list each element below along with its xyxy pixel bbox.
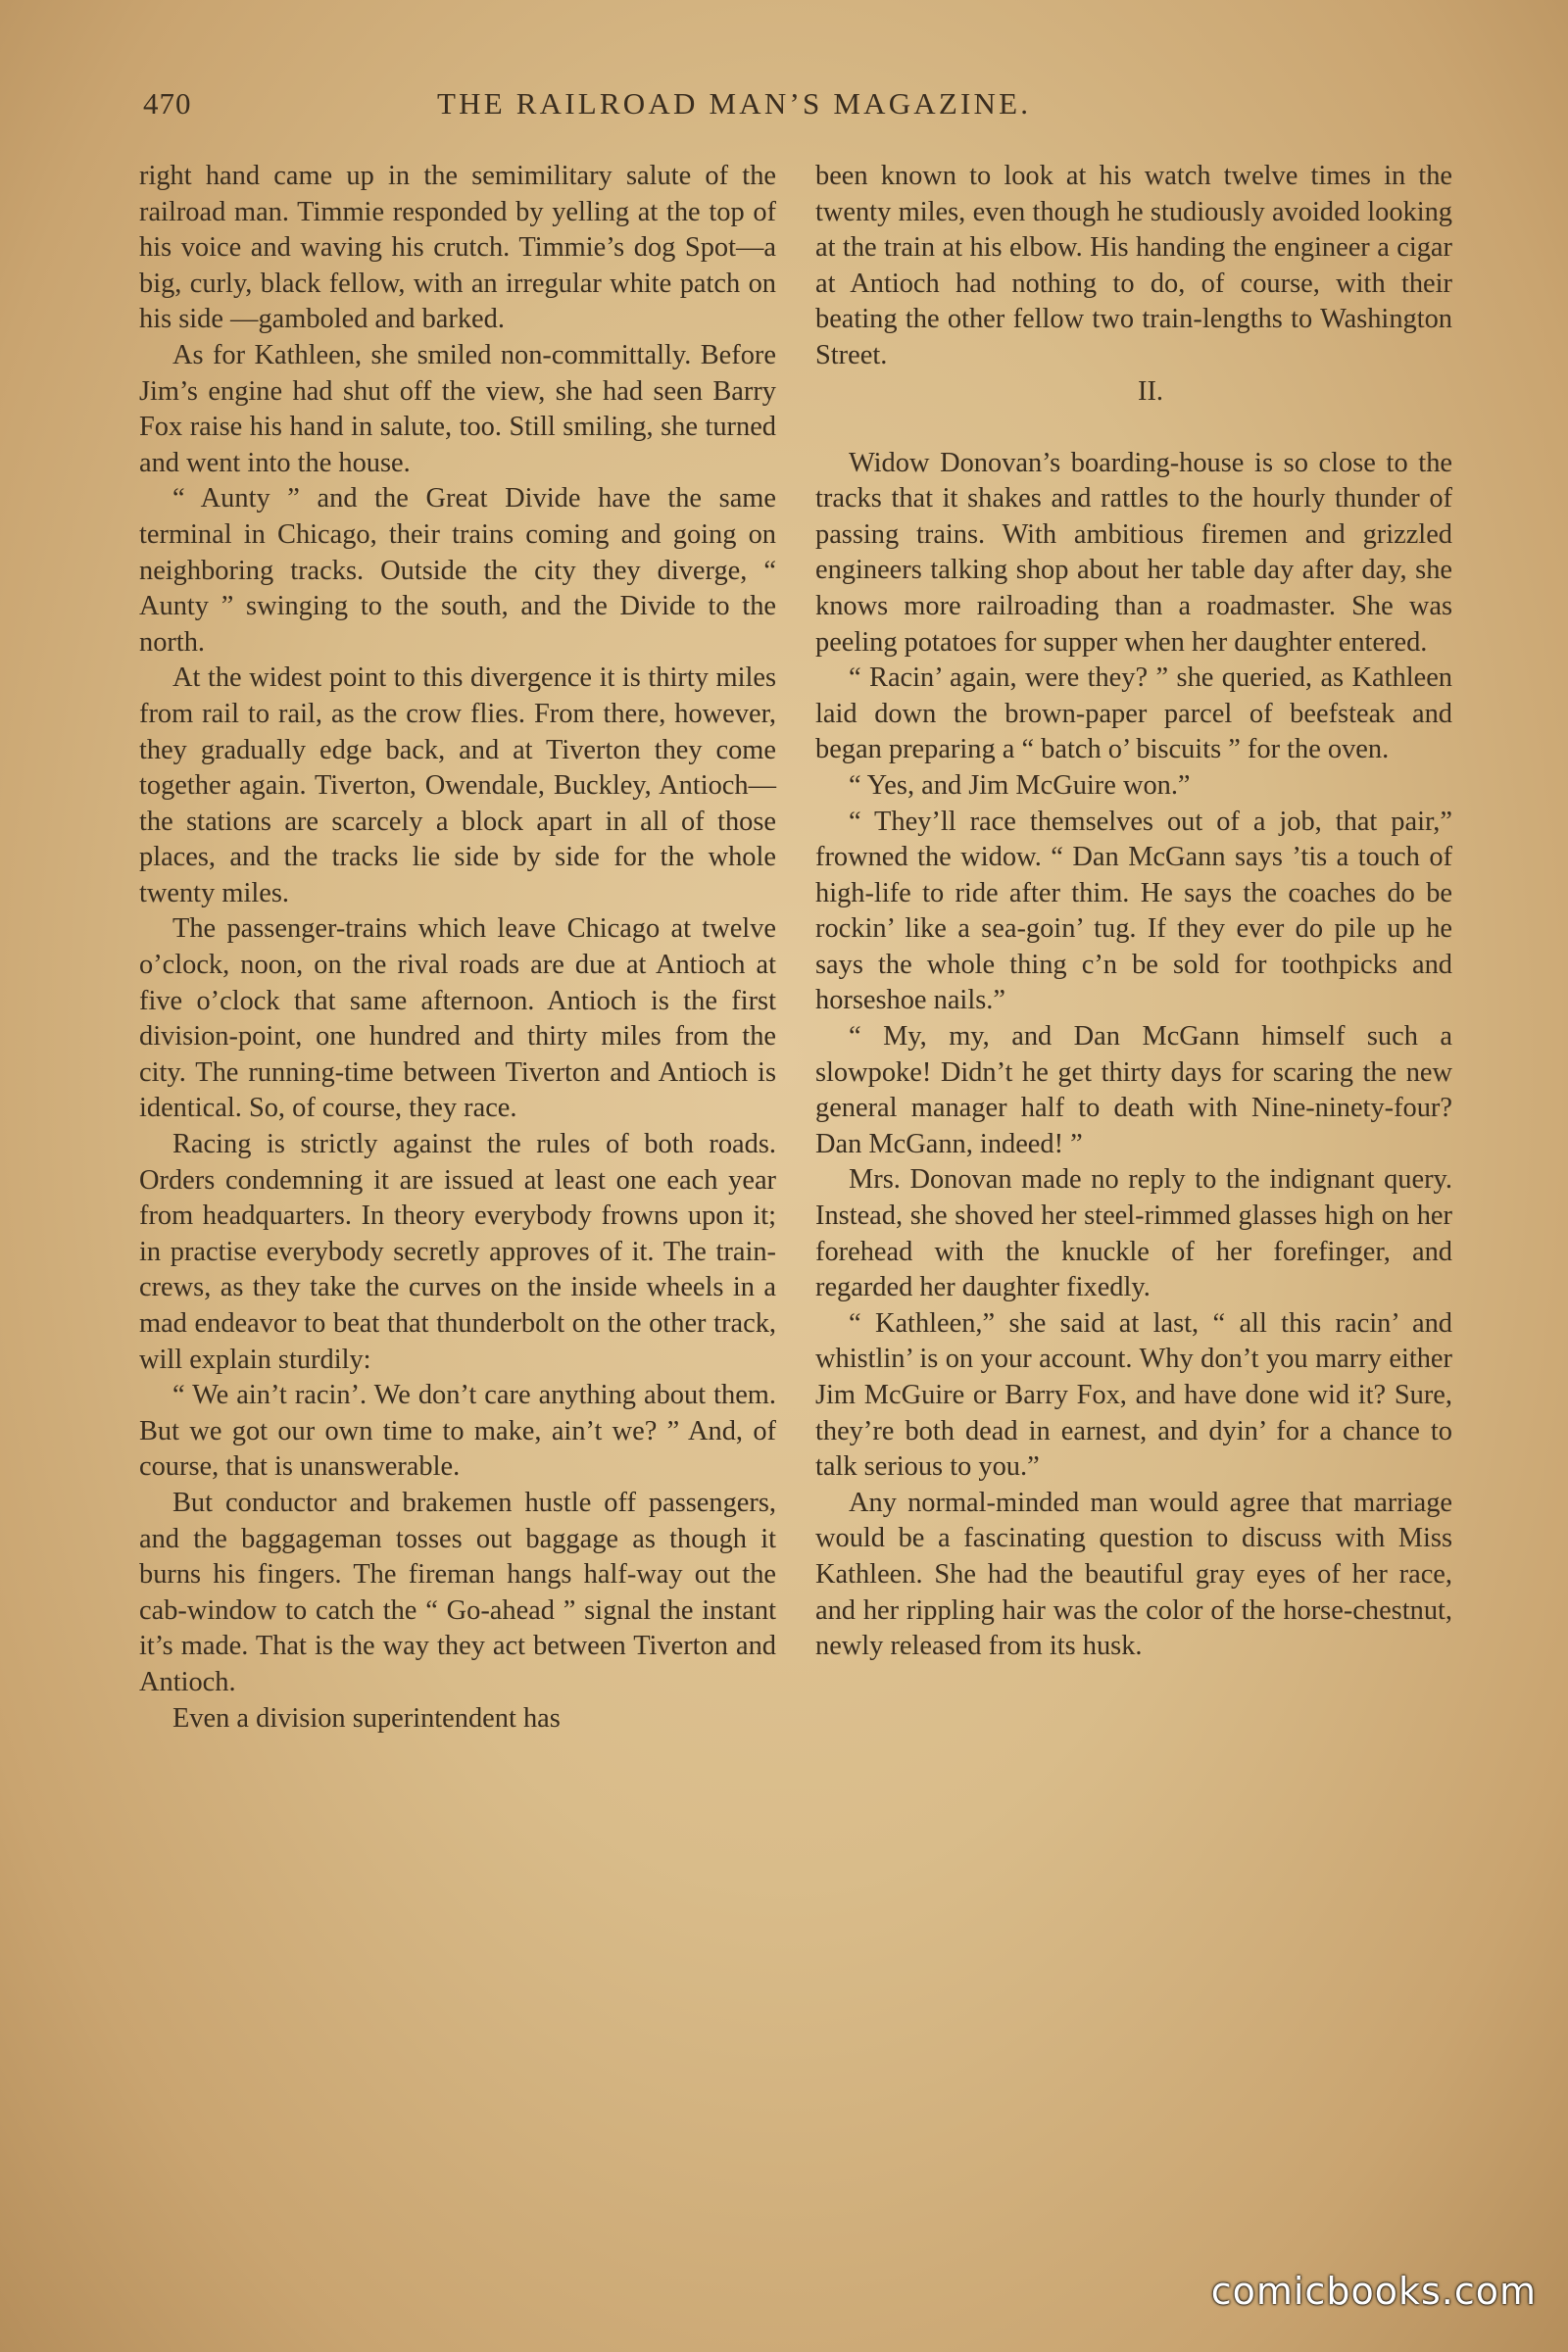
paragraph: “ We ain’t racin’. We don’t care anything about them. But we got our own time to make, ain’t we? ” And, of course, that is unanswerable. (139, 1380, 776, 1483)
paragraph: right hand came up in the semimilitary salute of the railroad man. Timmie responded by yelling at the top of his voice and waving his crutch. Timmie’s dog Spot—a big, curly, black fellow, with an irregular white patch on his side —gamboled and barked. (139, 161, 776, 335)
paragraph: “ Racin’ again, were they? ” she queried, as Kathleen laid down the brown-paper parcel of beefsteak and began preparing a “ batch o’ biscuits ” for the oven. (815, 662, 1452, 765)
paragraph: “ Aunty ” and the Great Divide have the same terminal in Chicago, their trains coming and going on neighboring tracks. Outside the city they diverge, “ Aunty ” swinging to the south, and the Divide to the north. (139, 483, 776, 658)
paragraph: “ Yes, and Jim McGuire won.” (849, 769, 1191, 801)
paragraph: been known to look at his watch twelve times in the twenty miles, even though he studiously avoided looking at the train at his elbow. His handing the engineer a cigar at Antioch had nothing to do, of course, with their beating the other fellow two train-lengths to Washington Street. (815, 161, 1452, 370)
paragraph: At the widest point to this divergence it is thirty miles from rail to rail, as the crow flies. From there, however, they gradually edge back, and at Tiverton they come together again. Tiverton, Owendale, Buckley, Antioch—the stations are scarcely a block apart in all of those places, and the tracks lie side by side for the whole twenty miles. (139, 662, 776, 908)
paragraph: Mrs. Donovan made no reply to the indignant query. Instead, she shoved her steel-rimmed glasses high on her forehead with the knuckle of her forefinger, and regarded her daughter fixedly. (815, 1164, 1452, 1303)
page-number: 470 (143, 86, 192, 121)
paragraph: “ They’ll race themselves out of a job, that pair,” frowned the widow. “ Dan McGann says ’tis a touch of high-life to ride after thim. He says the coaches do be rockin’ like a sea-goin’ tug. If they ever do pile up he says the whole thing c’n be sold for toothpicks and horseshoe nails.” (815, 806, 1452, 1016)
left-column (139, 159, 776, 1737)
paragraph: “ Kathleen,” she said at last, “ all this racin’ and whistlin’ is on your account. Why don’t you marry either Jim McGuire or Barry Fox, and have done wid it? Sure, they’re both dead in earnest, and dyin’ for a chance to talk serious to you.” (815, 1307, 1452, 1483)
paragraph: “ My, my, and Dan McGann himself such a slowpoke! Didn’t he get thirty days for scaring the new general manager half to death with Nine-ninety-four? Dan McGann, indeed! ” (815, 1021, 1452, 1159)
paragraph: Racing is strictly against the rules of both roads. Orders condemning it are issued at least one each year from headquarters. In theory everybody frowns upon it; in practise everybody secretly approves of it. The train-crews, as they take the curves on the inside wheels in a mad endeavor to beat that thunderbolt on the other track, will explain sturdily: (139, 1129, 776, 1375)
paragraph: Any normal-minded man would agree that marriage would be a fascinating question to discuss with Miss Kathleen. She had the beautiful gray eyes of her race, and her rippling hair was the color of the horse-chestnut, newly released from its husk. (815, 1487, 1452, 1662)
paragraph: As for Kathleen, she smiled non-committally. Before Jim’s engine had shut off the view, she had seen Barry Fox raise his hand in salute, too. Still smiling, she turned and went into the house. (139, 339, 776, 478)
page-header (0, 86, 1568, 129)
paragraph: The passenger-trains which leave Chicago at twelve o’clock, noon, on the rival roads are due at Antioch at five o’clock that same afternoon. Antioch is the first division-point, one hundred and thirty miles from the city. The running-time between Tiverton and Antioch is identical. So, of course, they race. (139, 913, 776, 1124)
paragraph: Even a division superintendent has (172, 1702, 561, 1734)
paragraph: Widow Donovan’s boarding-house is so close to the tracks that it shakes and rattles to the hourly thunder of passing trains. With ambitious firemen and grizzled engineers talking shop about her table day after day, she knows more railroading than a roadmaster. She was peeling potatoes for supper when her daughter entered. (815, 447, 1452, 658)
section-number: II. (1137, 375, 1163, 407)
running-head: THE RAILROAD MAN’S MAGAZINE. (437, 86, 1032, 121)
watermark: comicbooks.com (1210, 2270, 1537, 2313)
paragraph: But conductor and brakemen hustle off passengers, and the baggageman tosses out baggage as though it burns his fingers. The fireman hangs half-way out the cab-window to catch the “ Go-ahead ” signal the instant it’s made. That is the way they act between Tiverton and Antioch. (139, 1487, 776, 1697)
right-column (815, 159, 1452, 1665)
